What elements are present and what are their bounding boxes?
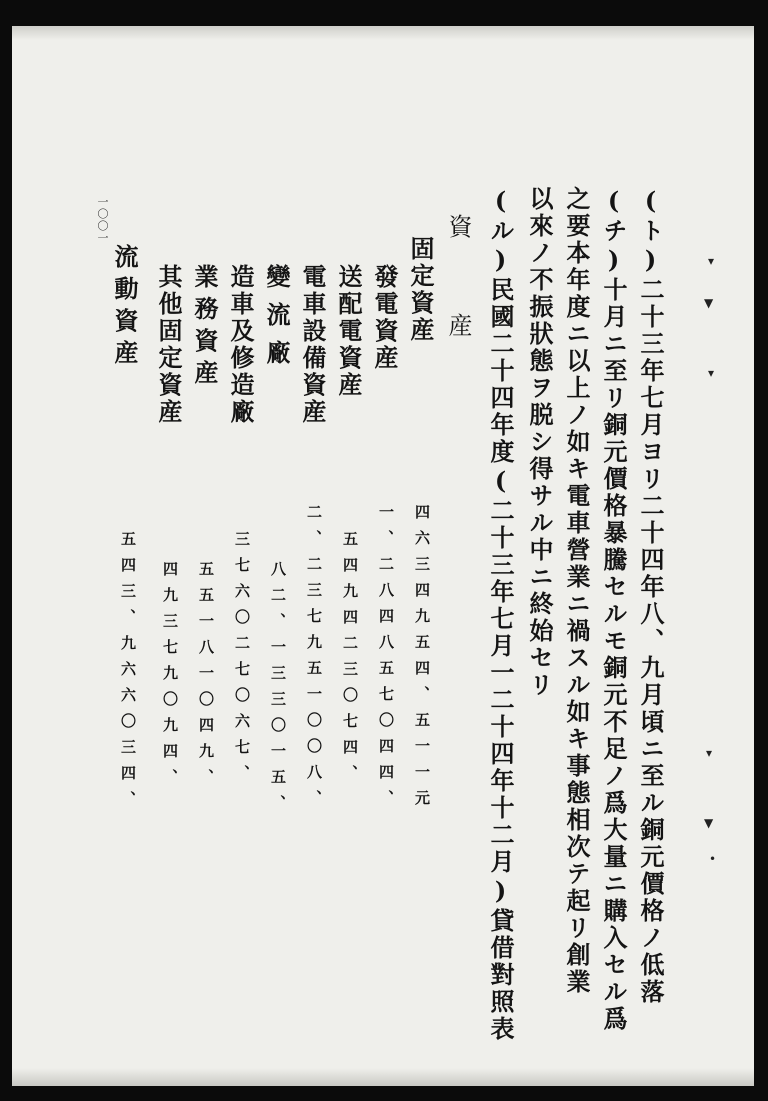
fixed-assets-label: 固定資産	[406, 236, 435, 344]
paragraph-2: (チ)十月ニ至リ銅元價格暴騰セルモ銅元不足ノ爲大量ニ購入セル爲	[599, 186, 628, 1033]
item-value-power-generation: 一、二八四八五七〇四四、	[377, 504, 395, 816]
item-label-other-fixed-assets: 其他固定資産	[154, 264, 183, 426]
current-assets-label: 流動資産	[110, 244, 139, 372]
item-value-other-fixed-assets: 四九三七九〇九四、	[161, 561, 179, 795]
margin-mark: ▼	[704, 296, 714, 310]
page-number: 一〇〇一	[96, 196, 109, 244]
margin-mark: •	[709, 852, 717, 866]
item-value-business-assets: 五五一八一〇四九、	[197, 561, 215, 795]
item-value-car-works: 三七六〇二七〇六七、	[233, 531, 251, 791]
item-label-converter-station: 變流廠	[262, 264, 291, 378]
margin-mark: ▼	[704, 816, 714, 830]
item-label-power-generation: 發電資産	[370, 264, 399, 372]
item-value-converter-station: 八二、一三三〇一五、	[269, 561, 287, 821]
margin-mark: ▾	[706, 746, 713, 760]
fixed-assets-total: 四六三四九五四、五一一元	[413, 504, 431, 816]
paragraph-3: 之要本年度ニ以上ノ如キ電車營業ニ禍スル如キ事態相次テ起リ創業	[562, 186, 591, 996]
section-heading: 資 産	[444, 214, 472, 346]
current-assets-total: 五四三、九六六〇三四、	[119, 531, 137, 817]
paragraph-1: (ト)二十三年七月ヨリ二十四年八、九月頃ニ至ル銅元價格ノ低落	[636, 186, 665, 1006]
item-value-tram-equipment: 二、二三七九五一〇〇八、	[305, 504, 323, 816]
document-page	[12, 26, 754, 1086]
margin-mark: ▾	[708, 254, 715, 268]
item-label-car-works: 造車及修造廠	[226, 264, 255, 426]
item-label-tram-equipment: 電車設備資産	[298, 264, 327, 426]
item-label-distribution: 送配電資産	[334, 264, 363, 399]
paragraph-4: 以來ノ不振狀態ヲ脱シ得サル中ニ終始セリ	[525, 186, 554, 699]
item-value-distribution: 五四九四二三〇七四、	[341, 531, 359, 791]
paragraph-5: (ル)民國二十四年度(二十三年七月一二十四年十二月)貸借對照表	[486, 186, 515, 1043]
margin-mark: ▾	[708, 366, 715, 380]
item-label-business-assets: 業務資産	[190, 264, 219, 392]
